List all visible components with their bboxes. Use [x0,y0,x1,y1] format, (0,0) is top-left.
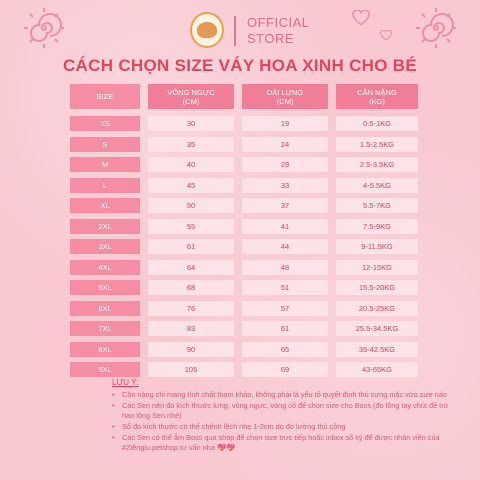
table-row [70,219,418,234]
header-divider [234,16,236,46]
cell-size: 4XL [70,260,140,275]
cell-size: 6XL [70,301,140,316]
cell-weight: 25.5-34.5KG [336,321,418,336]
cell-chest: 61 [148,239,234,254]
table-row [70,321,418,336]
notes-list [112,390,452,453]
cell-chest: 45 [148,178,234,193]
spiral-icon [22,6,66,50]
heart-icon [380,30,392,41]
cell-size: S [70,137,140,152]
cell-back: 61 [242,321,328,336]
cell-size: 3XL [70,239,140,254]
table-row [70,280,418,295]
cell-size: 9XL [70,362,140,377]
header-chest-label: VÒNG NGỰC [167,87,215,97]
cell-chest: 55 [148,219,234,234]
cell-back: 51 [242,280,328,295]
table-row [70,116,418,131]
cell-chest: 64 [148,260,234,275]
cell-size: 7XL [70,321,140,336]
cell-size: XL [70,198,140,213]
shop-logo [190,12,224,48]
cell-back: 37 [242,198,328,213]
header-weight-unit: (KG) [369,96,385,106]
official-store-label [247,15,310,47]
cell-back: 44 [242,239,328,254]
note-item: • Các Sen có thể ẵm Boss qua shop để chọn size trực tiếp hoặc inbox số ký để được nhân viên của #Ziêngiu.petshop tư vấn nha 💖💖 [112,433,452,453]
cell-back: 29 [242,157,328,172]
table-row [70,301,418,316]
cell-back: 24 [242,137,328,152]
cell-chest: 76 [148,301,234,316]
header-back [242,84,328,109]
cell-weight: 4-5.5KG [336,178,418,193]
official-line-1: OFFICIAL [247,15,310,30]
cell-size: XS [70,116,140,131]
cell-weight: 0.5-1KG [336,116,418,131]
page-title: CÁCH CHỌN SIZE VÁY HOA XINH CHO BÉ [62,56,417,75]
header-weight [336,84,418,109]
cell-weight: 35-42.5KG [336,342,418,357]
spiral-icon [414,6,458,50]
cell-weight: 43-65KG [336,362,418,377]
table-row [70,137,418,152]
heart-icon [352,10,370,26]
cell-weight: 20.5-25KG [336,301,418,316]
table-row [70,178,418,193]
note-item: • Số đo kích thước có thể chênh lệch nhẹ 1-2cm do đo lường thủ công [112,422,452,432]
cell-back: 19 [242,116,328,131]
note-item: • Cân nặng chỉ mang tính chất tham khảo, không phải là yếu tố quyết định thú cưng mặc vừa size nào [112,390,452,400]
official-line-2: STORE [247,31,295,46]
cell-chest: 68 [148,280,234,295]
header-back-label: DÀI LƯNG [266,87,304,97]
cell-size: 5XL [70,280,140,295]
cell-back: 69 [242,362,328,377]
cell-back: 41 [242,219,328,234]
table-header [70,84,418,109]
cell-back: 57 [242,301,328,316]
cell-weight: 5.5-7KG [336,198,418,213]
cell-chest: 90 [148,342,234,357]
cell-chest: 50 [148,198,234,213]
header [0,10,480,52]
cell-back: 65 [242,342,328,357]
cell-chest: 83 [148,321,234,336]
table-row [70,342,418,357]
note-item: • Các Sen nên đo kích thước lưng, vòng ngực, vòng cổ để chọn size cho Boss (đo lông tay chút để trừ hao lông Sen nhé) [112,401,452,421]
cell-weight: 12-15KG [336,260,418,275]
cell-size: L [70,178,140,193]
cell-weight: 7.5-9KG [336,219,418,234]
cell-size: M [70,157,140,172]
table-row [70,239,418,254]
cell-weight: 15.5-20KG [336,280,418,295]
dog-icon [197,22,217,38]
header-back-unit: (CM) [276,96,294,106]
table-body [70,116,418,377]
size-table [70,84,418,383]
cell-chest: 105 [148,362,234,377]
cell-weight: 9-11.5KG [336,239,418,254]
header-chest [148,84,234,109]
cell-back: 33 [242,178,328,193]
cell-chest: 30 [148,116,234,131]
cell-size: 8XL [70,342,140,357]
cell-chest: 40 [148,157,234,172]
table-row [70,157,418,172]
cell-chest: 35 [148,137,234,152]
header-size: SIZE [70,84,140,109]
notes-title: LƯU Ý: [112,378,139,387]
cell-size: 2XL [70,219,140,234]
cell-weight: 2.5-3.5KG [336,157,418,172]
header-chest-unit: (CM) [182,96,200,106]
notes [112,378,452,454]
table-row [70,362,418,377]
cell-back: 48 [242,260,328,275]
header-weight-label: CÂN NẶNG [357,87,397,97]
cell-weight: 1.5-2.5KG [336,137,418,152]
table-row [70,198,418,213]
table-row [70,260,418,275]
